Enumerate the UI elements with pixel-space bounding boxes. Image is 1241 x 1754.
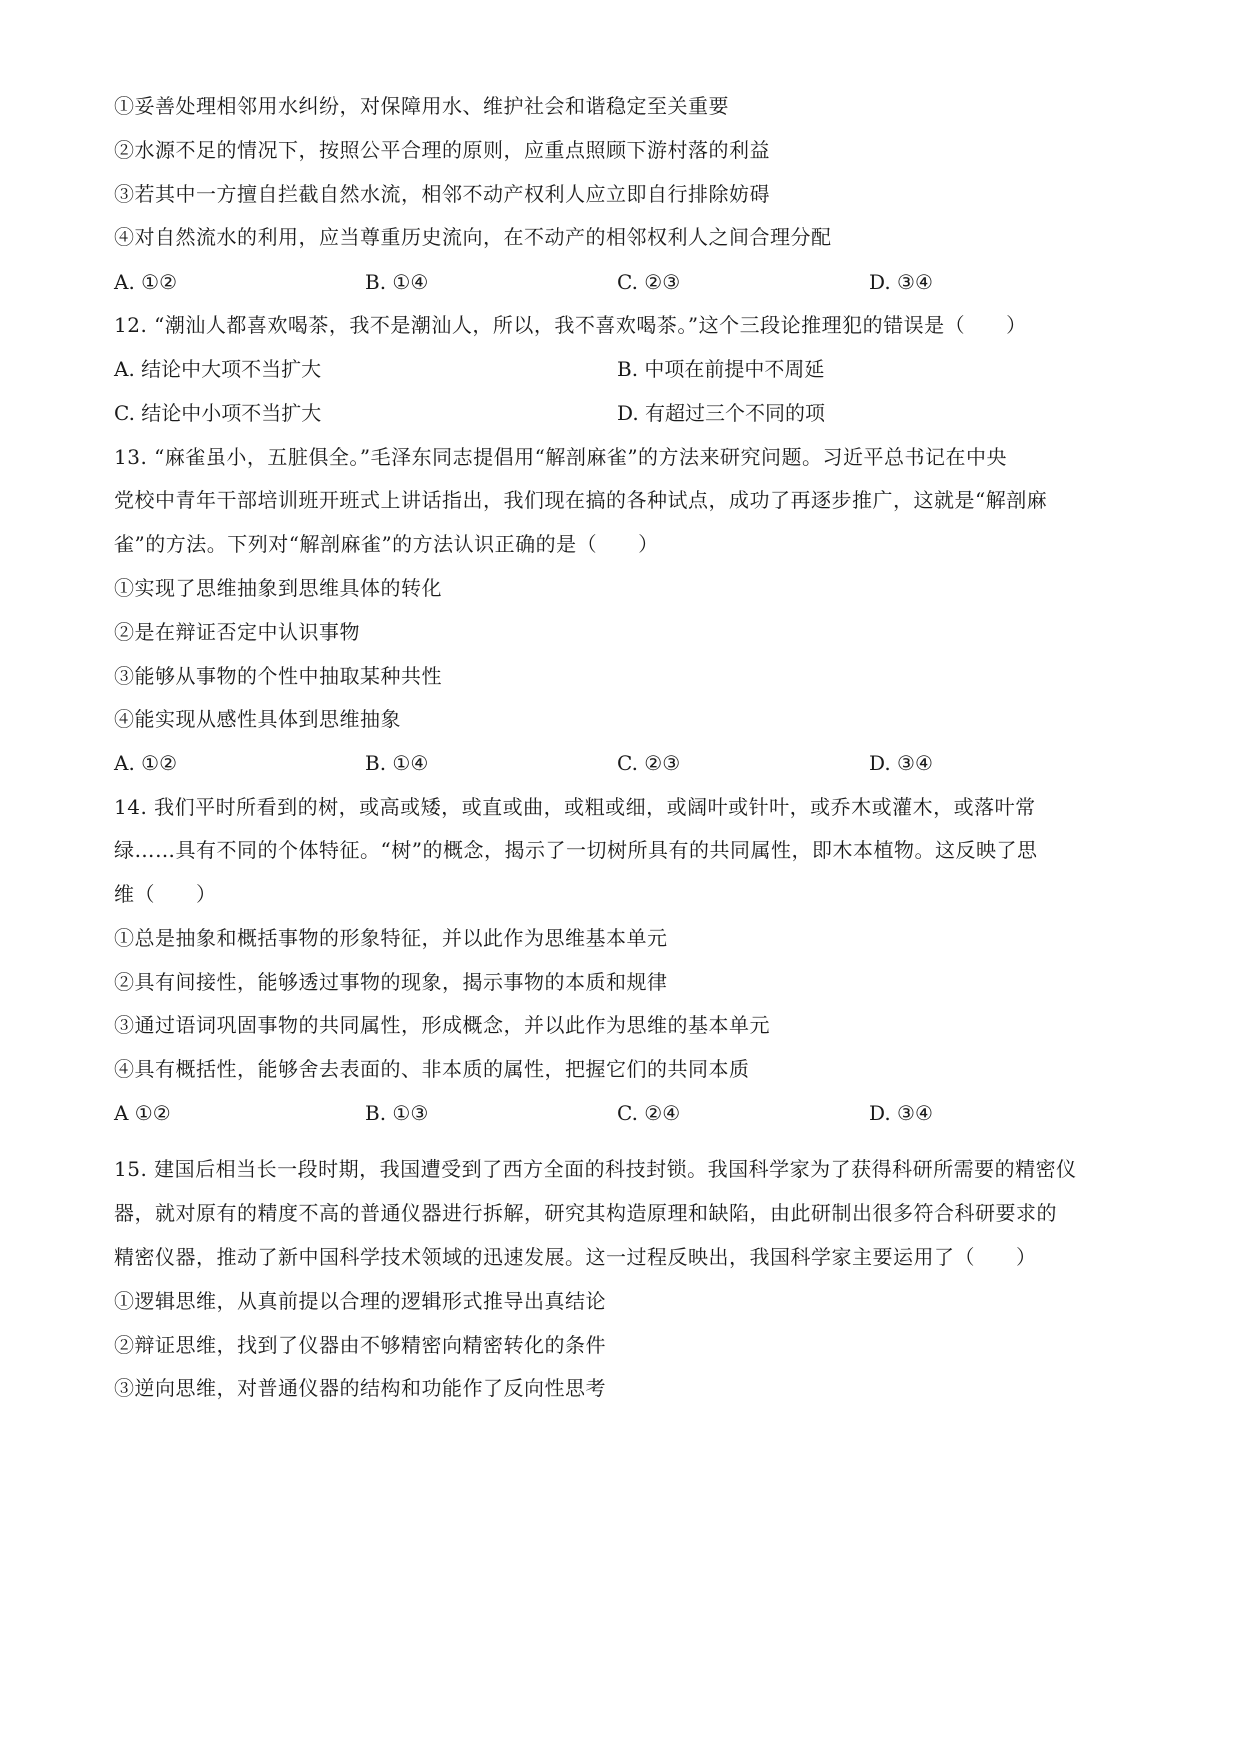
q12-option-b: B. 中项在前提中不周延 — [617, 357, 825, 381]
q14-option-d: D. ③④ — [869, 1101, 933, 1125]
q13-option-d: D. ③④ — [869, 751, 933, 775]
q14-stem-line-2: 绿……具有不同的个体特征。“树”的概念，揭示了一切树所具有的共同属性，即木本植物。这反映了思 — [114, 838, 1038, 862]
q14-stem-line-3: 维（ ） — [114, 882, 217, 906]
q13-option-c: C. ②③ — [617, 751, 681, 775]
q15-stem-line-1: 15. 建国后相当长一段时期，我国遭受到了西方全面的科技封锁。我国科学家为了获得科研所需要的精密仪 — [114, 1157, 1077, 1181]
q14-item-4: ④具有概括性，能够舍去表面的、非本质的属性，把握它们的共同本质 — [114, 1057, 750, 1081]
q11-item-1: ①妥善处理相邻用水纠纷，对保障用水、维护社会和谐稳定至关重要 — [114, 94, 729, 118]
q12-option-d: D. 有超过三个不同的项 — [617, 401, 826, 425]
q13-stem-line-3: 雀”的方法。下列对“解剖麻雀”的方法认识正确的是（ ） — [114, 532, 659, 556]
q13-item-4: ④能实现从感性具体到思维抽象 — [114, 707, 401, 731]
q15-item-1: ①逻辑思维，从真前提以合理的逻辑形式推导出真结论 — [114, 1289, 606, 1313]
q13-item-1: ①实现了思维抽象到思维具体的转化 — [114, 576, 442, 600]
q13-option-a: A. ①② — [114, 751, 178, 775]
q14-stem-line-1: 14. 我们平时所看到的树，或高或矮，或直或曲，或粗或细，或阔叶或针叶，或乔木或灌木，或落叶常 — [114, 795, 1036, 819]
q15-stem-line-2: 器，就对原有的精度不高的普通仪器进行拆解，研究其构造原理和缺陷，由此研制出很多符合科研要求的 — [114, 1201, 1057, 1225]
q11-item-3: ③若其中一方擅自拦截自然水流，相邻不动产权利人应立即自行排除妨碍 — [114, 182, 770, 206]
q12-option-a: A. 结论中大项不当扩大 — [114, 357, 322, 381]
q11-option-d: D. ③④ — [869, 270, 933, 294]
q14-option-b: B. ①③ — [365, 1101, 429, 1125]
q11-item-4: ④对自然流水的利用，应当尊重历史流向，在不动产的相邻权利人之间合理分配 — [114, 225, 832, 249]
q15-stem-line-3: 精密仪器，推动了新中国科学技术领域的迅速发展。这一过程反映出，我国科学家主要运用了（ ） — [114, 1245, 1037, 1269]
q14-option-a: A ①② — [114, 1101, 171, 1125]
q13-option-b: B. ①④ — [365, 751, 429, 775]
q15-item-2: ②辩证思维，找到了仪器由不够精密向精密转化的条件 — [114, 1333, 606, 1357]
q13-stem-line-2: 党校中青年干部培训班开班式上讲话指出，我们现在搞的各种试点，成功了再逐步推广，这就是“解剖麻 — [114, 488, 1048, 512]
q12-stem: 12. “潮汕人都喜欢喝茶，我不是潮汕人，所以，我不喜欢喝茶。”这个三段论推理犯的错误是（ ） — [114, 313, 1027, 337]
q11-item-2: ②水源不足的情况下，按照公平合理的原则，应重点照顾下游村落的利益 — [114, 138, 770, 162]
q13-item-2: ②是在辩证否定中认识事物 — [114, 620, 360, 644]
q12-option-c: C. 结论中小项不当扩大 — [114, 401, 322, 425]
q11-option-c: C. ②③ — [617, 270, 681, 294]
q11-option-a: A. ①② — [114, 270, 178, 294]
q14-option-c: C. ②④ — [617, 1101, 681, 1125]
q13-stem-line-1: 13. “麻雀虽小，五脏俱全。”毛泽东同志提倡用“解剖麻雀”的方法来研究问题。习近平总书记在中央 — [114, 445, 1008, 469]
q14-item-2: ②具有间接性，能够透过事物的现象，揭示事物的本质和规律 — [114, 970, 668, 994]
q15-item-3: ③逆向思维，对普通仪器的结构和功能作了反向性思考 — [114, 1376, 606, 1400]
q14-item-3: ③通过语词巩固事物的共同属性，形成概念，并以此作为思维的基本单元 — [114, 1013, 770, 1037]
q14-item-1: ①总是抽象和概括事物的形象特征，并以此作为思维基本单元 — [114, 926, 668, 950]
q13-item-3: ③能够从事物的个性中抽取某种共性 — [114, 664, 442, 688]
q11-option-b: B. ①④ — [365, 270, 429, 294]
